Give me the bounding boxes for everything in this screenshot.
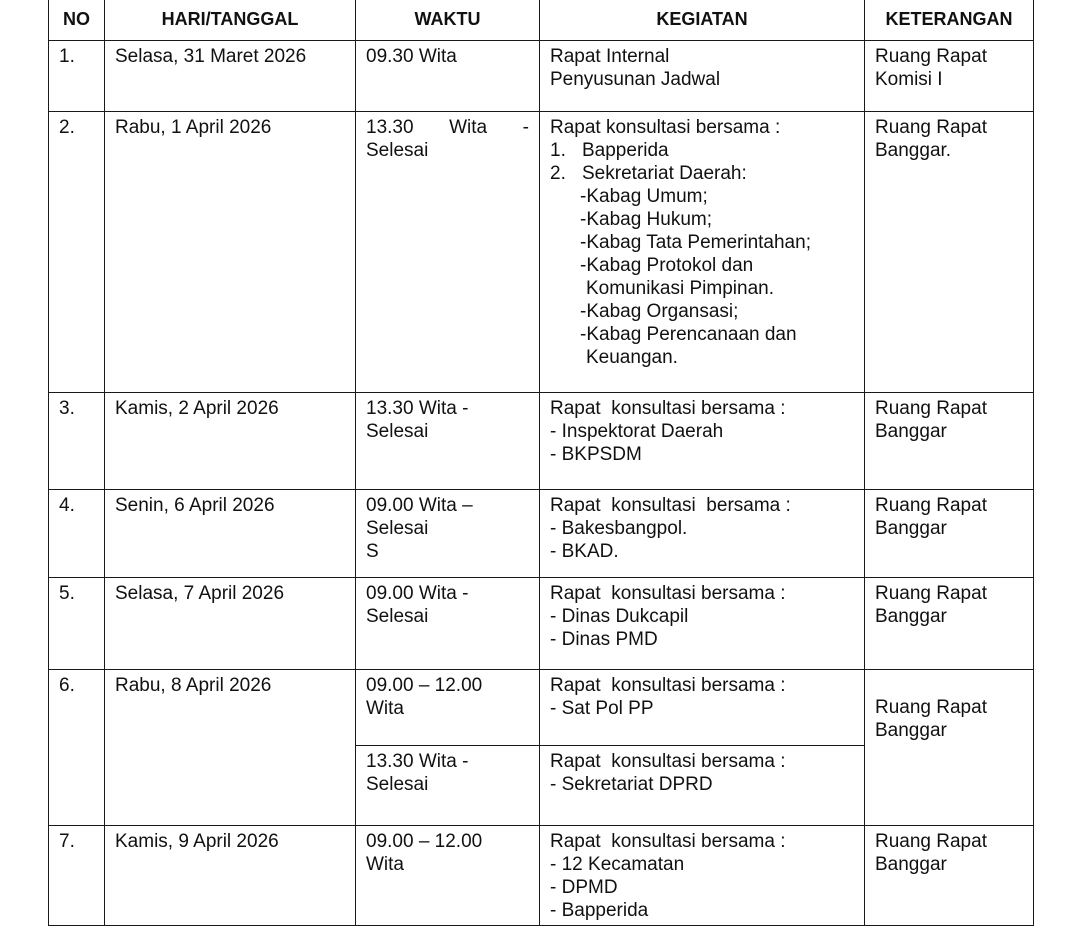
time-line: 09.00 Wita - (366, 583, 469, 604)
table-row (49, 393, 1034, 490)
row-time (356, 41, 540, 112)
time-line: Selesai (366, 606, 429, 627)
note-line: Banggar (875, 854, 947, 875)
row-note (865, 393, 1034, 490)
row-day: Kamis, 9 April 2026 (105, 826, 356, 926)
note-line: Banggar (875, 606, 947, 627)
note-line: Ruang Rapat (875, 398, 987, 419)
activity-line: Rapat konsultasi bersama : (550, 831, 786, 852)
table-row (49, 670, 1034, 746)
table-row (49, 578, 1034, 670)
time-line (366, 116, 529, 139)
time-line: Selesai (366, 518, 429, 539)
note-line: Komisi I (875, 69, 943, 90)
time-line: 09.00 Wita – (366, 495, 473, 516)
activity-subitem: -Kabag Hukum; (580, 209, 713, 230)
activity-line: Rapat konsultasi bersama : (550, 398, 786, 419)
activity-line: Rapat konsultasi bersama : (550, 675, 786, 696)
row-number: 1. (49, 41, 105, 112)
row-note (865, 490, 1034, 578)
row-day: Rabu, 1 April 2026 (105, 112, 356, 393)
row-number: 7. (49, 826, 105, 926)
note-line: Banggar (875, 421, 947, 442)
note-line: Ruang Rapat (875, 583, 987, 604)
activity-line: Rapat konsultasi bersama : (550, 583, 786, 604)
row-time (356, 393, 540, 490)
activity-item-text: Sekretariat Daerah: (582, 163, 747, 184)
row-day: Selasa, 7 April 2026 (105, 578, 356, 670)
row-activity (540, 112, 865, 393)
row-activity (540, 826, 865, 926)
row-note (865, 578, 1034, 670)
row-note (865, 41, 1034, 112)
row-time (356, 746, 540, 826)
row-activity (540, 578, 865, 670)
row-activity (540, 393, 865, 490)
row-time (356, 112, 540, 393)
time-line: 13.30 Wita - (366, 398, 469, 419)
activity-line: - Dinas Dukcapil (550, 606, 689, 627)
time-line: Wita (366, 698, 404, 719)
activity-line: Rapat Internal (550, 46, 670, 67)
activity-item: 2. Sekretariat Daerah: (550, 163, 747, 184)
row-activity (540, 41, 865, 112)
row-number: 6. (49, 670, 105, 826)
time-line: 09.00 – 12.00 (366, 831, 483, 852)
note-line: Ruang Rapat (875, 46, 987, 67)
activity-subitem: -Kabag Perencanaan dan (580, 324, 797, 345)
row-number: 3. (49, 393, 105, 490)
activity-line: - Bakesbangpol. (550, 518, 688, 539)
table-row (49, 112, 1034, 393)
activity-subitem: Keuangan. (586, 347, 678, 368)
header-no: NO (49, 0, 105, 41)
activity-subitem: -Kabag Protokol dan (580, 255, 754, 276)
time-line: S (366, 541, 379, 562)
row-day: Rabu, 8 April 2026 (105, 670, 356, 826)
activity-item: 1. Bapperida (550, 140, 669, 161)
row-number: 4. (49, 490, 105, 578)
time-line: Selesai (366, 774, 429, 795)
activity-item-text: Bapperida (582, 140, 669, 161)
note-line: Ruang Rapat (875, 831, 987, 852)
time-line: Selesai (366, 421, 429, 442)
activity-line: - 12 Kecamatan (550, 854, 685, 875)
activity-line: - BKAD. (550, 541, 619, 562)
time-line: 13.30 Wita - (366, 751, 469, 772)
activity-line: - Sekretariat DPRD (550, 774, 713, 795)
row-day: Kamis, 2 April 2026 (105, 393, 356, 490)
row-note (865, 670, 1034, 826)
activity-subitem: -Kabag Organsasi; (580, 301, 739, 322)
row-number: 2. (49, 112, 105, 393)
note-line: Ruang Rapat (875, 495, 987, 516)
activity-title: Rapat konsultasi bersama : (550, 117, 781, 138)
time-line: Selesai (366, 140, 429, 161)
row-activity (540, 490, 865, 578)
activity-subitem: -Kabag Umum; (580, 186, 708, 207)
note-line: Banggar. (875, 140, 952, 161)
activity-line: - Inspektorat Daerah (550, 421, 724, 442)
activity-line: - Dinas PMD (550, 629, 658, 650)
activity-subitem: -Kabag Tata Pemerintahan; (580, 232, 811, 253)
table-row (49, 490, 1034, 578)
activity-line: - DPMD (550, 877, 618, 898)
time-dash: - (522, 117, 529, 138)
schedule-table (48, 0, 1034, 926)
row-time (356, 670, 540, 746)
time-start: 13.30 (366, 117, 414, 138)
row-number: 5. (49, 578, 105, 670)
row-activity (540, 746, 865, 826)
row-note (865, 826, 1034, 926)
row-time (356, 490, 540, 578)
header-day: HARI/TANGGAL (105, 0, 356, 41)
activity-line: - Bapperida (550, 900, 649, 921)
activity-line: Rapat konsultasi bersama : (550, 495, 791, 516)
time-line: Wita (366, 854, 404, 875)
table-row (49, 826, 1034, 926)
activity-line: Penyusunan Jadwal (550, 69, 721, 90)
row-day: Senin, 6 April 2026 (105, 490, 356, 578)
header-note: KETERANGAN (865, 0, 1034, 41)
row-note (865, 112, 1034, 393)
header-time: WAKTU (356, 0, 540, 41)
row-time (356, 826, 540, 926)
activity-line: Rapat konsultasi bersama : (550, 751, 786, 772)
activity-line: - BKPSDM (550, 444, 642, 465)
time-line: 09.30 Wita (366, 46, 457, 67)
header-row (49, 0, 1034, 41)
time-unit: Wita (449, 117, 488, 138)
header-activity: KEGIATAN (540, 0, 865, 41)
activity-line: - Sat Pol PP (550, 698, 654, 719)
note-line: Ruang Rapat (875, 697, 987, 718)
table-row (49, 41, 1034, 112)
time-line: 09.00 – 12.00 (366, 675, 483, 696)
note-line: Ruang Rapat (875, 117, 987, 138)
row-day: Selasa, 31 Maret 2026 (105, 41, 356, 112)
activity-subitem: Komunikasi Pimpinan. (586, 278, 774, 299)
note-line: Banggar (875, 518, 947, 539)
note-line: Banggar (875, 720, 947, 741)
row-time (356, 578, 540, 670)
row-activity (540, 670, 865, 746)
